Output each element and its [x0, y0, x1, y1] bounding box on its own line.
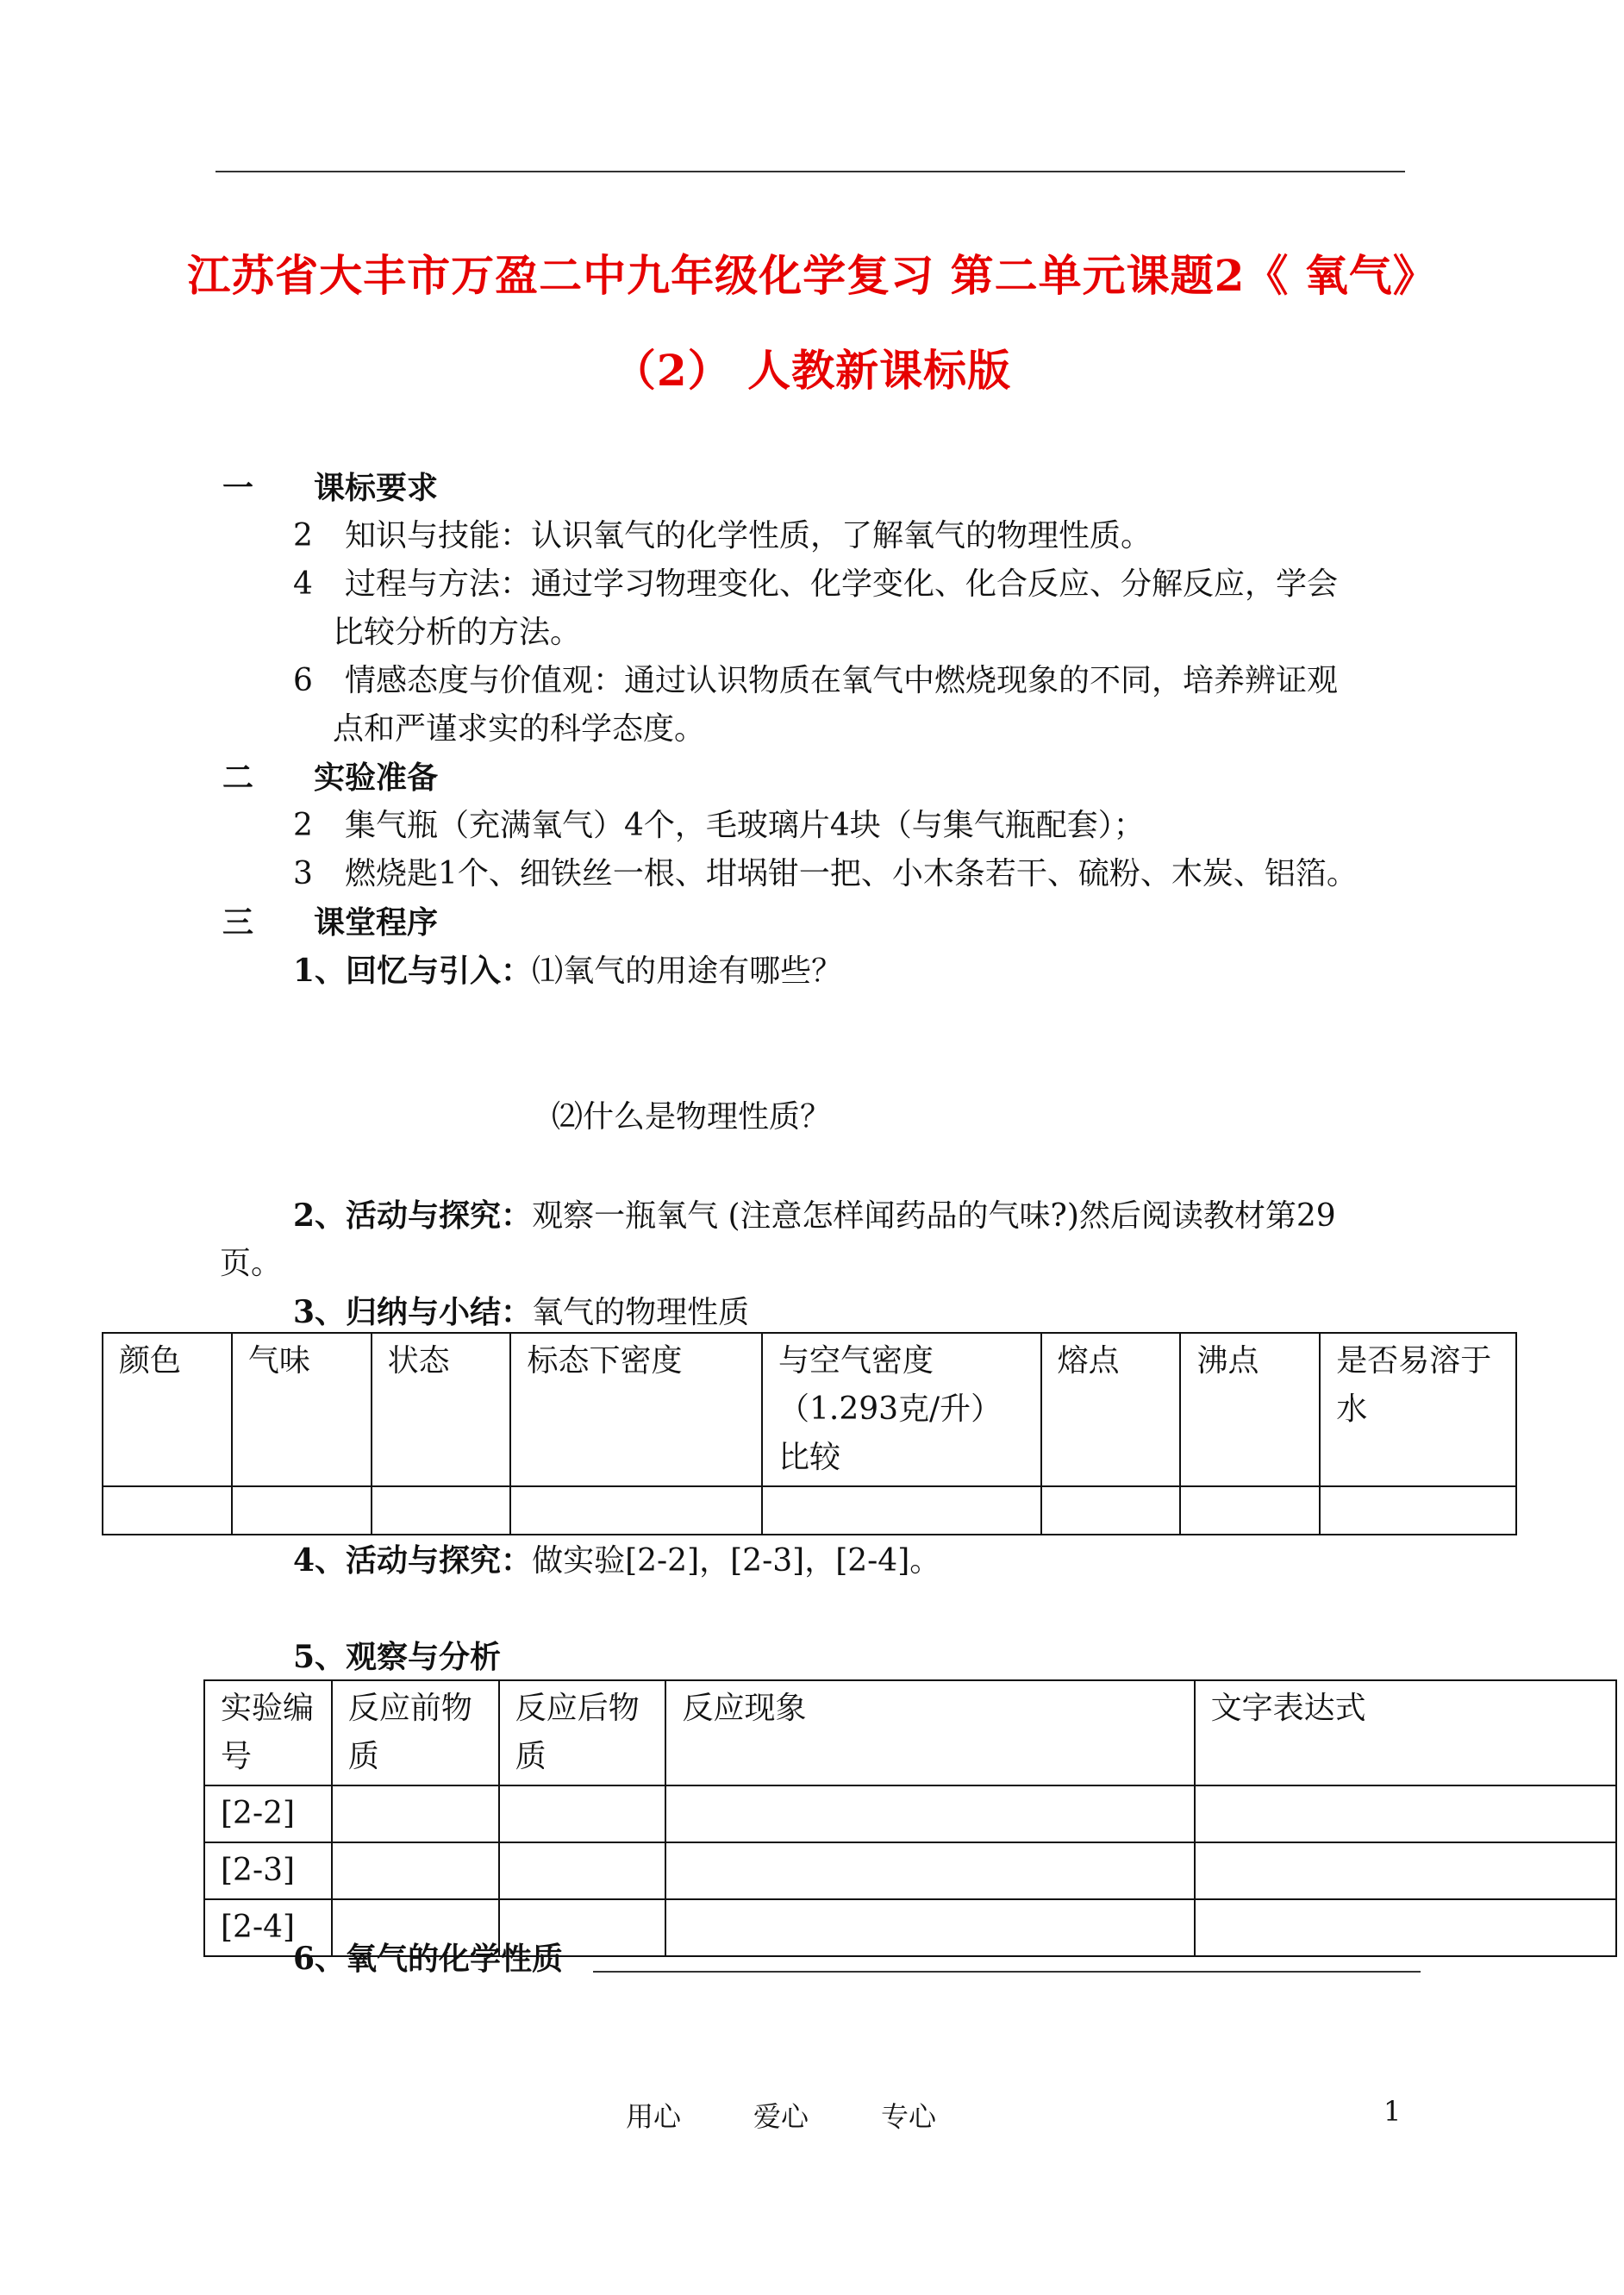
section2-item-2: 3 燃烧匙1个、细铁丝一根、坩埚钳一把、小木条若干、硫粉、木炭、铝箔。: [293, 856, 1358, 891]
header-solubility: 是否易溶于水: [1320, 1333, 1516, 1486]
header-standard-density: 标态下密度: [510, 1333, 762, 1486]
header-experiment-number: 实验编号: [204, 1680, 332, 1785]
oxygen-physical-property-table: [102, 1332, 1517, 1535]
section1-heading: [222, 464, 438, 512]
table-cell: [762, 1486, 1041, 1535]
page-number: 1: [1384, 2095, 1402, 2128]
section1-item-2: 4 过程与方法：通过学习物理变化、化学变化、化合反应、分解反应，学会: [293, 566, 1339, 602]
step4-text: 做实验[2-2]，[2-3]，[2-4]。: [532, 1543, 941, 1579]
section1-item-3: 6 情感态度与价值观：通过认识物质在氧气中燃烧现象的不同，培养辨证观: [293, 663, 1339, 698]
step3: [293, 1288, 749, 1337]
table-cell: [510, 1486, 762, 1535]
header-word-equation: 文字表达式: [1195, 1680, 1616, 1785]
section3-number: 三: [222, 904, 254, 941]
row-label-2-3: [2-3]: [204, 1842, 332, 1899]
header-color: 颜色: [103, 1333, 232, 1486]
table-cell: [232, 1486, 372, 1535]
footer-middle: 爱心: [753, 2100, 809, 2133]
table-row: [204, 1842, 1616, 1899]
row-label-2-2: [2-2]: [204, 1785, 332, 1842]
step1-question1: ⑴氧气的用途有哪些？: [532, 954, 843, 989]
property-table-empty-row: [103, 1486, 1516, 1535]
document-title-line1: 江苏省大丰市万盈二中九年级化学复习 第二单元课题2《 氧气》: [187, 250, 1437, 301]
row-label-2-4: [2-4]: [204, 1899, 332, 1956]
step5-label: 5、观察与分析: [293, 1639, 502, 1675]
footer-right: 专心: [881, 2100, 937, 2133]
section2-heading: [222, 754, 438, 802]
step3-label: 3、归纳与小结：: [293, 1294, 533, 1330]
step2-cont: 页。: [220, 1246, 283, 1281]
section3-heading: [222, 898, 438, 947]
observation-table-header-row: [204, 1680, 1616, 1785]
header-boiling-point: 沸点: [1180, 1333, 1320, 1486]
header-state: 状态: [372, 1333, 511, 1486]
section1-item-1: 2 知识与技能：认识氧气的化学性质，了解氧气的物理性质。: [293, 518, 1152, 553]
section1-title: 课标要求: [314, 470, 439, 506]
table-cell: [1320, 1486, 1516, 1535]
top-rule: [215, 171, 1405, 172]
answer-underline: [593, 1971, 1421, 1973]
section2-item-1: 2 集气瓶（充满氧气）4个，毛玻璃片4块（与集气瓶配套）；: [293, 808, 1145, 843]
step2-label: 2、活动与探究：: [293, 1198, 533, 1234]
step1: [293, 947, 842, 996]
table-cell: [1041, 1486, 1181, 1535]
header-air-density-compare: 与空气密度（1.293克/升）比较: [762, 1333, 1041, 1486]
observation-table: [203, 1679, 1617, 1957]
table-cell: [372, 1486, 511, 1535]
header-products: 反应后物质: [499, 1680, 666, 1785]
header-odor: 气味: [232, 1333, 372, 1486]
step3-text: 氧气的物理性质: [532, 1295, 750, 1330]
step2: [293, 1191, 1336, 1241]
step4-label: 4、活动与探究：: [293, 1542, 533, 1579]
step2-text: 观察一瓶氧气 (注意怎样闻药品的气味?)然后阅读教材第29: [532, 1198, 1336, 1234]
document-title-line2: （2） 人教新课标版: [612, 345, 1012, 396]
section2-number: 二: [222, 760, 254, 796]
section1-number: 一: [222, 470, 254, 506]
table-row: [204, 1785, 1616, 1842]
header-melting-point: 熔点: [1041, 1333, 1181, 1486]
property-table-header-row: [103, 1333, 1516, 1486]
step6-label: 6、氧气的化学性质: [293, 1941, 564, 1977]
step1-label: 1、回忆与引入：: [293, 953, 533, 989]
section1-item-2-cont: 比较分析的方法。: [333, 615, 582, 650]
section1-item-3-cont: 点和严谨求实的科学态度。: [333, 711, 706, 747]
step4: [293, 1536, 940, 1585]
footer-left: 用心: [626, 2100, 682, 2133]
header-phenomenon: 反应现象: [665, 1680, 1194, 1785]
header-reactants: 反应前物质: [332, 1680, 499, 1785]
section3-title: 课堂程序: [314, 904, 439, 941]
step1-question2: ⑵什么是物理性质？: [552, 1099, 832, 1135]
table-cell: [103, 1486, 232, 1535]
section2-title: 实验准备: [314, 760, 439, 796]
table-cell: [1180, 1486, 1320, 1535]
